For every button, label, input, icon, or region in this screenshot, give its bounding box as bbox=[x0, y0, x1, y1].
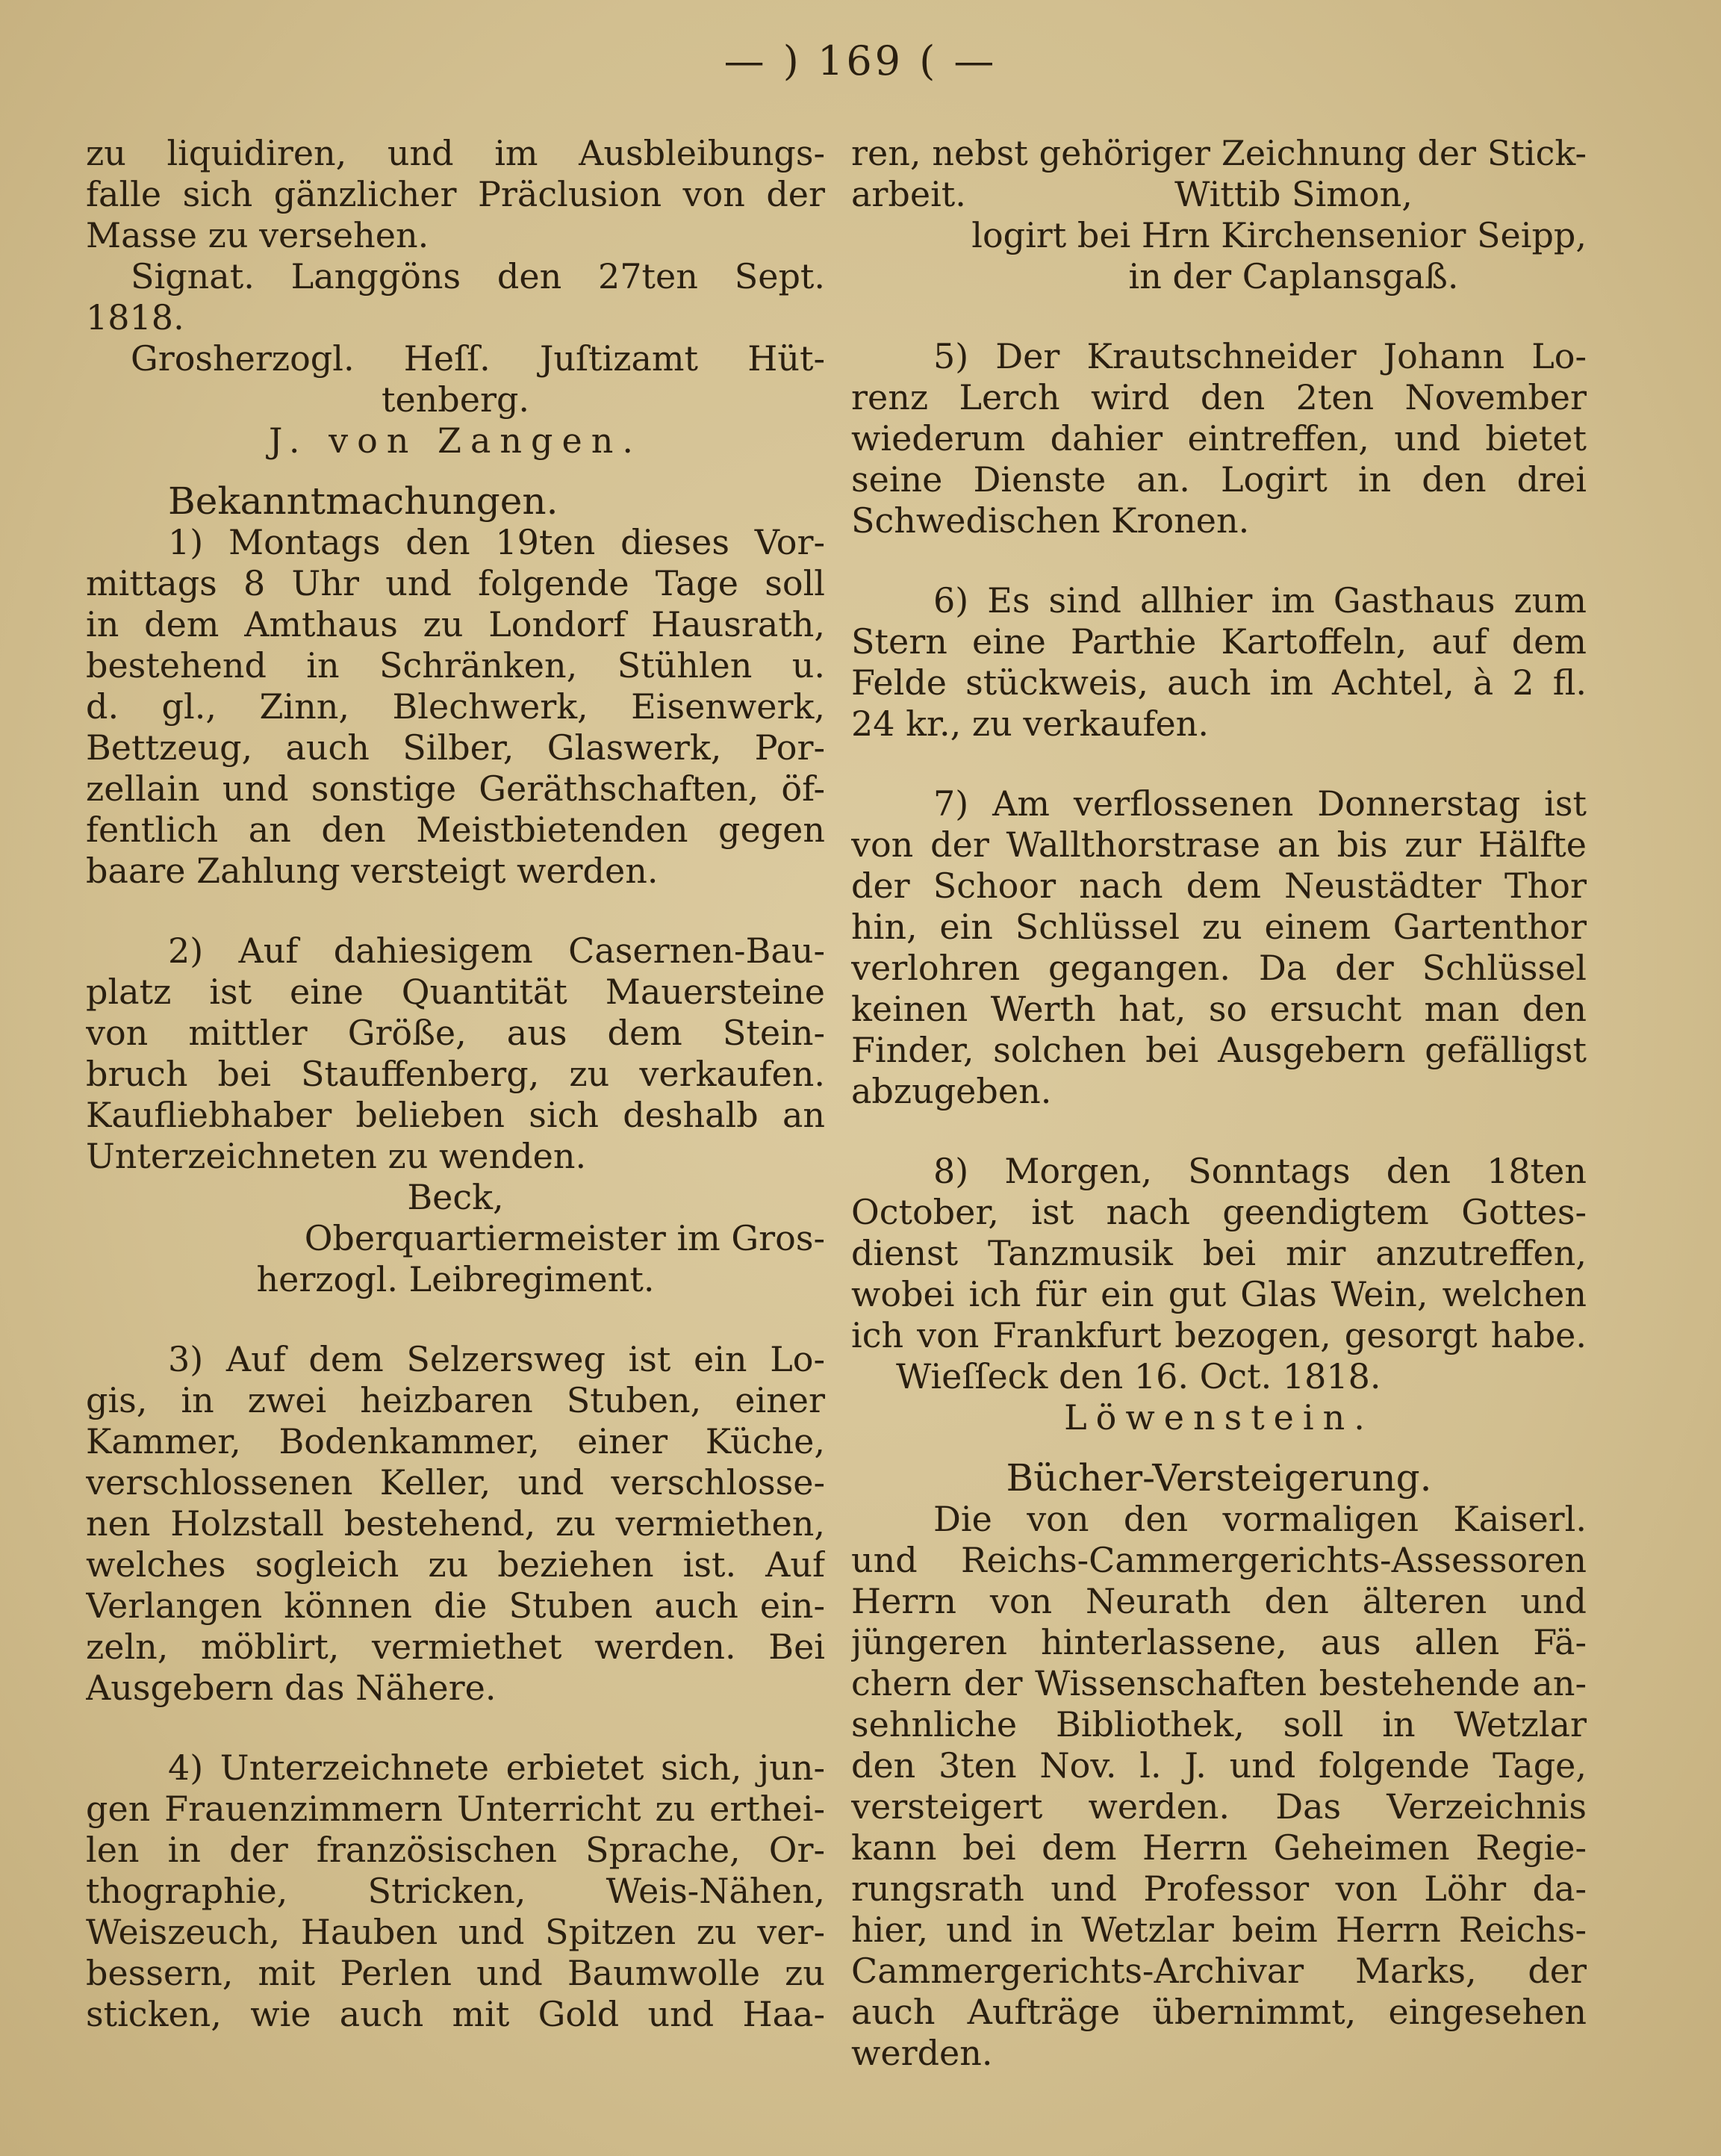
notice-8-line: ich von Frankfurt bezogen, gesorgt habe. bbox=[851, 1315, 1587, 1355]
signat-line: Signat. Langgöns den 27ten Sept. bbox=[131, 256, 825, 296]
books-line: versteigert werden. Das Verzeichnis bbox=[851, 1786, 1587, 1827]
notice-1-line: mittags 8 Uhr und folgende Tage soll bbox=[86, 563, 825, 603]
notice-1-line: in dem Amthaus zu Londorf Hausrath, bbox=[86, 604, 825, 644]
text-line: falle sich gänzlicher Präclusion von der bbox=[86, 174, 825, 214]
notice-6-line: 6) Es sind allhier im Gasthaus zum bbox=[933, 580, 1587, 621]
notice-2-line: bruch bei Stauffenberg, zu verkaufen. bbox=[86, 1054, 825, 1094]
notice-8-signature: Löwenstein. bbox=[1064, 1397, 1374, 1438]
notice-2-signature-title: Oberquartiermeister im Gros- bbox=[304, 1218, 825, 1258]
books-line: chern der Wissenschaften bestehende an- bbox=[851, 1663, 1587, 1703]
notice-4-line: 4) Unterzeichnete erbietet sich, jun- bbox=[168, 1748, 825, 1788]
notice-2-line: platz ist eine Quantität Mauersteine bbox=[86, 972, 825, 1012]
notice-6-line: Felde stückweis, auch im Achtel, à 2 fl. bbox=[851, 662, 1587, 703]
notice-3-line: welches sogleich zu beziehen ist. Auf bbox=[86, 1544, 825, 1585]
notice-5-line: renz Lerch wird den 2ten November bbox=[851, 377, 1587, 417]
notice-4-address: in der Caplansgaß. bbox=[1128, 256, 1459, 296]
notice-1-line: 1) Montags den 19ten dieses Vor- bbox=[168, 522, 825, 562]
notice-6-line: Stern eine Parthie Kartoffeln, auf dem bbox=[851, 621, 1587, 662]
notice-2-signature-title: herzogl. Leibregiment. bbox=[256, 1259, 655, 1299]
notice-3-line: nen Holzstall bestehend, zu vermiethen, bbox=[86, 1503, 825, 1544]
books-line: Die von den vormaligen Kaiserl. bbox=[933, 1499, 1587, 1539]
notice-7-line: keinen Werth hat, so ersucht man den bbox=[851, 989, 1587, 1029]
section-heading: Bücher-Versteigerung. bbox=[1006, 1458, 1432, 1499]
notice-8-place-date: Wieſſeck den 16. Oct. 1818. bbox=[896, 1356, 1381, 1397]
signat-year: 1818. bbox=[86, 297, 184, 338]
page-number: — ) 169 ( — bbox=[723, 37, 998, 84]
books-line: Cammergerichts-Archivar Marks, der bbox=[851, 1951, 1587, 1991]
notice-2-line: 2) Auf dahiesigem Casernen-Bau- bbox=[168, 931, 825, 971]
notice-7-line: von der Wallthorstrase an bis zur Hälfte bbox=[851, 824, 1587, 865]
books-line: rungsrath und Professor von Löhr da- bbox=[851, 1868, 1587, 1909]
books-line: kann bei dem Herrn Geheimen Regie- bbox=[851, 1827, 1587, 1868]
notice-1-line: d. gl., Zinn, Blechwerk, Eisenwerk, bbox=[86, 686, 825, 727]
notice-1-line: Bettzeug, auch Silber, Glaswerk, Por- bbox=[86, 727, 825, 768]
notice-7-line: der Schoor nach dem Neustädter Thor bbox=[851, 866, 1587, 906]
books-line: hier, und in Wetzlar beim Herrn Reichs- bbox=[851, 1910, 1587, 1950]
notice-1-line: baare Zahlung versteigt werden. bbox=[86, 851, 659, 891]
notice-8-line: October, ist nach geendigtem Gottes- bbox=[851, 1192, 1587, 1232]
text-line: zu liquidiren, und im Ausbleibungs- bbox=[86, 133, 825, 173]
notice-8-line: 8) Morgen, Sonntags den 18ten bbox=[933, 1151, 1587, 1191]
notice-1-line: bestehend in Schränken, Stühlen u. bbox=[86, 645, 825, 686]
notice-4-line: len in der französischen Sprache, Or- bbox=[86, 1830, 825, 1870]
notice-3-line: 3) Auf dem Selzersweg ist ein Lo- bbox=[168, 1339, 825, 1379]
notice-3-line: verschlossenen Keller, und verschlosse- bbox=[86, 1462, 825, 1503]
notice-2-line: Unterzeichneten zu wenden. bbox=[86, 1136, 587, 1176]
notice-4-signature: Wittib Simon, bbox=[1174, 174, 1413, 214]
notice-3-line: Kammer, Bodenkammer, einer Küche, bbox=[86, 1421, 825, 1461]
signature: J. von Zangen. bbox=[269, 420, 642, 461]
notice-2-signature: Beck, bbox=[407, 1177, 504, 1217]
notice-7-line: abzugeben. bbox=[851, 1071, 1052, 1111]
notice-8-line: wobei ich für ein gut Glas Wein, welchen bbox=[851, 1274, 1587, 1314]
left-column bbox=[86, 133, 825, 2035]
books-line: und Reichs-Cammergerichts-Assessoren bbox=[851, 1540, 1587, 1580]
books-line: Herrn von Neurath den älteren und bbox=[851, 1581, 1587, 1621]
books-line: auch Aufträge übernimmt, eingesehen bbox=[851, 1992, 1587, 2032]
notice-4-line: ren, nebst gehöriger Zeichnung der Stick- bbox=[851, 133, 1587, 173]
notice-4-line: bessern, mit Perlen und Baumwolle zu bbox=[86, 1953, 825, 1993]
notice-2-line: von mittler Größe, aus dem Stein- bbox=[86, 1013, 825, 1053]
notice-1-line: fentlich an den Meistbietenden gegen bbox=[86, 810, 825, 850]
notice-6-line: 24 kr., zu verkaufen. bbox=[851, 703, 1209, 744]
right-column bbox=[851, 133, 1587, 2074]
notice-4-line: sticken, wie auch mit Gold und Haa- bbox=[86, 1994, 825, 2034]
authority-line: tenberg. bbox=[381, 379, 530, 420]
notice-7-line: verlohren gegangen. Da der Schlüssel bbox=[851, 948, 1587, 988]
notice-3-line: gis, in zwei heizbaren Stuben, einer bbox=[86, 1380, 825, 1420]
notice-3-line: Verlangen können die Stuben auch ein- bbox=[86, 1585, 825, 1626]
notice-7-line: hin, ein Schlüssel zu einem Gartenthor bbox=[851, 907, 1587, 947]
books-line: jüngeren hinterlassene, aus allen Fä- bbox=[851, 1622, 1587, 1662]
text-line: Masse zu versehen. bbox=[86, 215, 429, 255]
notice-2-line: Kaufliebhaber belieben sich deshalb an bbox=[86, 1095, 825, 1135]
notice-5-line: 5) Der Krautschneider Johann Lo- bbox=[933, 336, 1587, 376]
notice-4-line: gen Frauenzimmern Unterricht zu erthei- bbox=[86, 1789, 825, 1829]
notice-4-line: arbeit. bbox=[851, 174, 966, 214]
authority-line: Grosherzogl. Heſſ. Juſtizamt Hüt- bbox=[131, 338, 825, 379]
notice-7-line: 7) Am verflossenen Donnerstag ist bbox=[933, 783, 1587, 824]
books-line: werden. bbox=[851, 2033, 993, 2073]
notice-4-line: Weiszeuch, Hauben und Spitzen zu ver- bbox=[86, 1912, 825, 1952]
notice-5-line: wiederum dahier eintreffen, und bietet bbox=[851, 418, 1587, 459]
notice-4-address: logirt bei Hrn Kirchensenior Seipp, bbox=[971, 215, 1587, 255]
notice-3-line: zeln, möblirt, vermiethet werden. Bei bbox=[86, 1627, 825, 1667]
section-heading: Bekanntmachungen. bbox=[168, 481, 558, 522]
notice-8-line: dienst Tanzmusik bei mir anzutreffen, bbox=[851, 1233, 1587, 1273]
books-line: sehnliche Bibliothek, soll in Wetzlar bbox=[851, 1704, 1587, 1745]
notice-5-line: seine Dienste an. Logirt in den drei bbox=[851, 459, 1587, 500]
notice-1-line: zellain und sonstige Geräthschaften, öf- bbox=[86, 768, 825, 809]
books-line: den 3ten Nov. l. J. und folgende Tage, bbox=[851, 1745, 1587, 1786]
notice-3-line: Ausgebern das Nähere. bbox=[86, 1668, 497, 1708]
notice-7-line: Finder, solchen bei Ausgebern gefälligst bbox=[851, 1030, 1587, 1070]
notice-4-line: thographie, Stricken, Weis-Nähen, bbox=[86, 1871, 825, 1911]
notice-5-line: Schwedischen Kronen. bbox=[851, 500, 1250, 541]
